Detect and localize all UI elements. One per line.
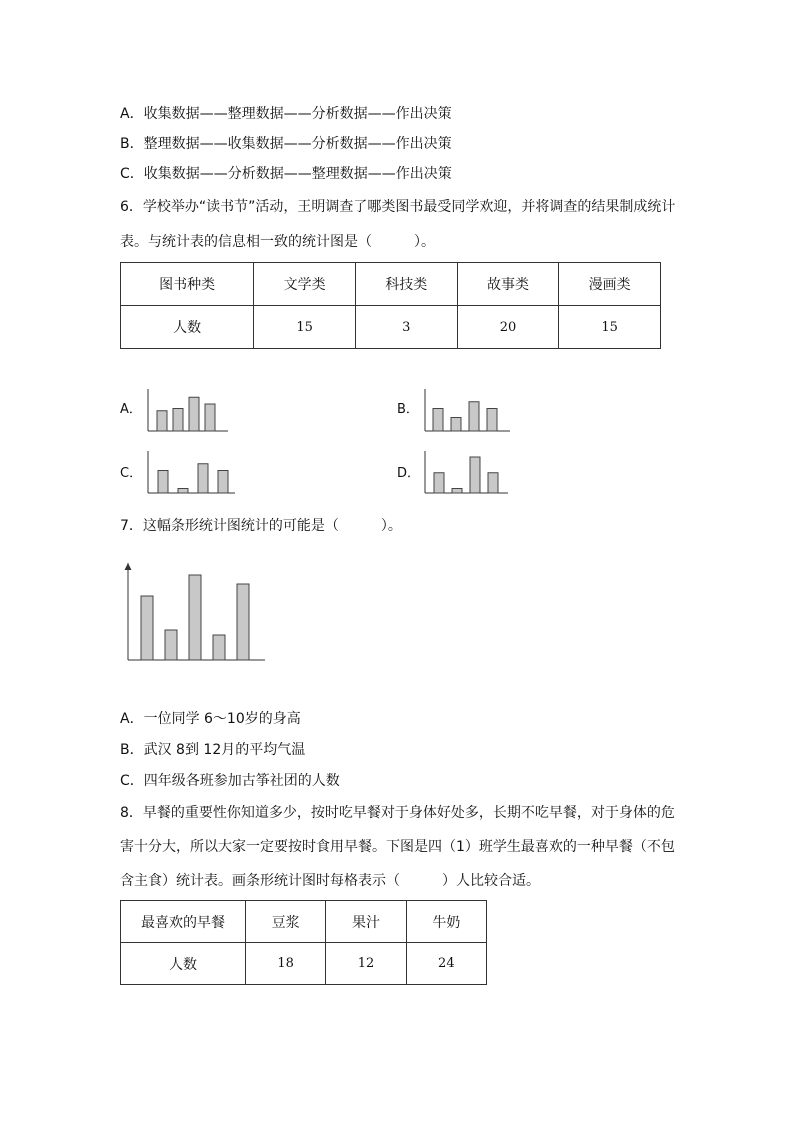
q6-header-cell: 图书种类 bbox=[121, 263, 254, 306]
q8-stem-line3: 含主食）统计表。画条形统计图时每格表示（ ）人比较合适。 bbox=[120, 873, 540, 889]
bar bbox=[469, 402, 479, 431]
bar bbox=[433, 409, 443, 432]
bar bbox=[205, 404, 215, 431]
q7-stem: 7．这幅条形统计图统计的可能是（ ）。 bbox=[120, 518, 402, 534]
q7-option-a: A．一位同学 6～10岁的身高 bbox=[120, 711, 301, 727]
q8-header-cell: 牛奶 bbox=[406, 901, 486, 943]
bar bbox=[178, 489, 188, 494]
q5-option-a: A．收集数据——整理数据——分析数据——作出决策 bbox=[120, 106, 452, 122]
q8-value-cell: 24 bbox=[406, 943, 486, 985]
q5-option-c: C．收集数据——分析数据——整理数据——作出决策 bbox=[120, 166, 452, 182]
q6-value-cell: 20 bbox=[457, 306, 559, 349]
q6-header-cell: 科技类 bbox=[355, 263, 457, 306]
bar bbox=[198, 464, 208, 493]
q8-header-cell: 最喜欢的早餐 bbox=[121, 901, 246, 943]
q7-option-c: C．四年级各班参加古筝社团的人数 bbox=[120, 773, 340, 789]
q6-value-cell: 15 bbox=[559, 306, 661, 349]
q6-row-label: 人数 bbox=[121, 306, 254, 349]
bar bbox=[452, 489, 462, 494]
bar bbox=[451, 418, 461, 432]
q6-option-d-label: D． bbox=[397, 466, 421, 481]
bar bbox=[470, 457, 480, 493]
q8-stem-line1: 8．早餐的重要性你知道多少，按时吃早餐对于身体好处多，长期不吃早餐，对于身体的危 bbox=[120, 805, 675, 821]
bar bbox=[141, 596, 153, 660]
q6-header-cell: 文学类 bbox=[254, 263, 356, 306]
q8-stem-line2: 害十分大，所以大家一定要按时食用早餐。下图是四（1）班学生最喜欢的一种早餐（不包 bbox=[120, 839, 675, 855]
q8-row-label: 人数 bbox=[121, 943, 246, 985]
y-axis-arrow bbox=[125, 563, 132, 570]
bar bbox=[434, 473, 444, 493]
q7-option-b: B．武汉 8到 12月的平均气温 bbox=[120, 742, 306, 758]
q6-option-c-chart bbox=[145, 450, 237, 496]
bar bbox=[218, 471, 228, 494]
bar bbox=[189, 397, 199, 431]
bar bbox=[213, 635, 225, 660]
q6-stem-line1: 6．学校举办“读书节”活动，王明调查了哪类图书最受同学欢迎，并将调查的结果制成统计 bbox=[120, 199, 676, 215]
q8-header-cell: 豆浆 bbox=[246, 901, 326, 943]
bar bbox=[157, 411, 167, 431]
q6-value-cell: 15 bbox=[254, 306, 356, 349]
q6-option-c-label: C． bbox=[120, 466, 143, 481]
bar bbox=[189, 575, 201, 660]
q6-option-a-label: A． bbox=[120, 402, 142, 417]
q7-bar-chart bbox=[118, 560, 268, 666]
q8-value-cell: 18 bbox=[246, 943, 326, 985]
bar bbox=[158, 471, 168, 494]
bar bbox=[487, 409, 497, 432]
q6-stem-line2: 表。与统计表的信息相一致的统计图是（ ）。 bbox=[120, 234, 435, 250]
bar bbox=[237, 584, 249, 660]
q6-table bbox=[120, 262, 661, 349]
q6-option-d-chart bbox=[422, 450, 510, 496]
q6-option-b-label: B． bbox=[397, 402, 419, 417]
q8-value-cell: 12 bbox=[326, 943, 406, 985]
q6-header-cell: 漫画类 bbox=[559, 263, 661, 306]
q6-option-b-chart bbox=[422, 388, 512, 434]
q6-value-cell: 3 bbox=[355, 306, 457, 349]
bar bbox=[165, 630, 177, 660]
q8-header-cell: 果汁 bbox=[326, 901, 406, 943]
q6-header-cell: 故事类 bbox=[457, 263, 559, 306]
q6-option-a-chart bbox=[145, 388, 230, 434]
q5-option-b: B．整理数据——收集数据——分析数据——作出决策 bbox=[120, 136, 452, 152]
bar bbox=[173, 409, 183, 432]
bar bbox=[488, 473, 498, 493]
q8-table bbox=[120, 900, 487, 985]
